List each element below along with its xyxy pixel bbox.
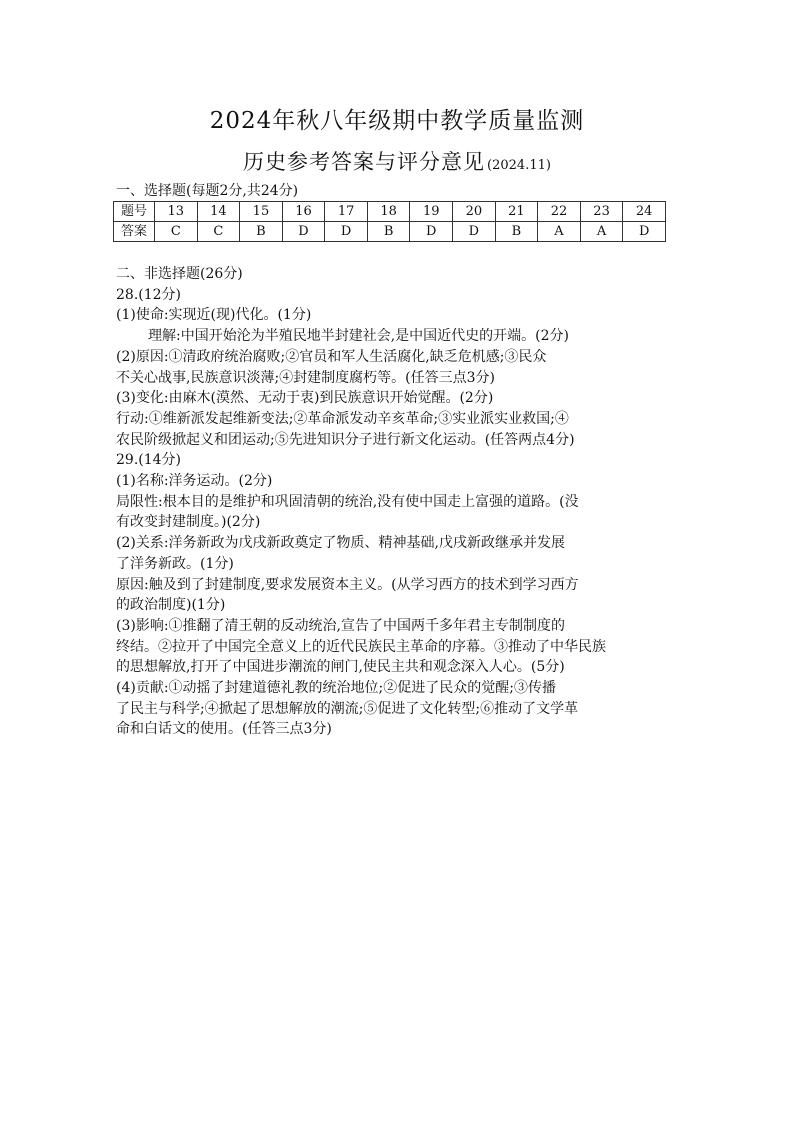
answer-letter: A	[538, 222, 581, 242]
answer-letter: C	[197, 222, 240, 242]
document-date: (2024.11)	[487, 158, 551, 173]
question-number: 15	[240, 202, 283, 222]
answer-line: 原因:触及到了封建制度,要求发展资本主义。(从学习西方的技术到学习西方	[116, 576, 579, 593]
row-label-answer: 答案	[114, 222, 155, 242]
answer-line: 的思想解放,打开了中国进步潮流的闸门,使民主共和观念深入人心。(5分)	[116, 659, 565, 676]
answer-line: (2)原因:①清政府统治腐败;②官员和军人生活腐化,缺乏危机感;③民众	[116, 348, 547, 365]
answer-line: (3)影响:①推翻了清王朝的反动统治,宣告了中国两千多年君主专制制度的	[116, 617, 565, 634]
answer-line: 终结。②拉开了中国完全意义上的近代民族民主革命的序幕。③推动了中华民族	[116, 638, 606, 655]
answer-line: 有改变封建制度。)(2分)	[116, 514, 261, 531]
answer-letter: A	[580, 222, 623, 242]
question-heading: 29.(14分)	[116, 452, 182, 469]
answer-line: (3)变化:由麻木(漠然、无动于衷)到民族意识开始觉醒。(2分)	[116, 390, 494, 407]
answer-line: 行动:①维新派发起维新变法;②革命派发动辛亥革命;③实业派实业救国;④	[116, 410, 569, 427]
section-heading-multiple-choice: 一、选择题(每题2分,共24分)	[116, 183, 299, 199]
answer-line: 了民主与科学;④掀起了思想解放的潮流;⑤促进了文化转型;⑥推动了文学革	[116, 700, 579, 717]
answer-line: 的政治制度)(1分)	[116, 597, 226, 614]
non-choice-answers	[116, 264, 676, 740]
question-number: 23	[580, 202, 623, 222]
question-number: 18	[367, 202, 410, 222]
subtitle-text: 历史参考答案与评分意见	[243, 150, 486, 174]
answer-line: 命和白话文的使用。(任答三点3分)	[116, 721, 332, 738]
answer-letter: D	[410, 222, 453, 242]
answer-line: (1)名称:洋务运动。(2分)	[116, 473, 273, 490]
answer-letter: D	[453, 222, 496, 242]
page-title: 2024年秋八年级期中教学质量监测	[209, 108, 585, 134]
question-number-row	[114, 202, 666, 222]
question-number: 20	[453, 202, 496, 222]
answer-line: (2)关系:洋务新政为戊戌新政奠定了物质、精神基础,戊戌新政继承并发展	[116, 535, 565, 552]
answer-letter: D	[325, 222, 368, 242]
answer-letter: C	[155, 222, 198, 242]
question-number: 22	[538, 202, 581, 222]
answer-line: (4)贡献:①动摇了封建道德礼教的统治地位;②促进了民众的觉醒;③传播	[116, 680, 556, 697]
section-heading-non-choice: 二、非选择题(26分)	[116, 266, 243, 282]
answer-letter: B	[367, 222, 410, 242]
answer-line: 局限性:根本目的是维护和巩固清朝的统治,没有使中国走上富强的道路。(没	[116, 493, 579, 510]
question-number: 14	[197, 202, 240, 222]
answer-row	[114, 222, 666, 242]
answer-letter: D	[282, 222, 325, 242]
answer-line: 不关心战事,民族意识淡薄;④封建制度腐朽等。(任答三点3分)	[116, 369, 495, 386]
answer-line: 了洋务新政。(1分)	[116, 555, 234, 572]
answer-key-table	[113, 201, 666, 242]
question-number: 19	[410, 202, 453, 222]
answer-line: 农民阶级掀起义和团运动;⑤先进知识分子进行新文化运动。(任答两点4分)	[116, 431, 575, 448]
answer-line: 理解:中国开始沦为半殖民地半封建社会,是中国近代史的开端。(2分)	[148, 328, 569, 345]
question-number: 17	[325, 202, 368, 222]
question-number: 21	[495, 202, 538, 222]
answer-letter: B	[240, 222, 283, 242]
answer-line: (1)使命:实现近(现)代化。(1分)	[116, 307, 312, 324]
question-heading: 28.(12分)	[116, 286, 182, 303]
row-label-question: 题号	[114, 202, 155, 222]
answer-letter: B	[495, 222, 538, 242]
page-subtitle	[0, 146, 794, 176]
question-number: 24	[623, 202, 666, 222]
answer-letter: D	[623, 222, 666, 242]
question-number: 13	[155, 202, 198, 222]
question-number: 16	[282, 202, 325, 222]
